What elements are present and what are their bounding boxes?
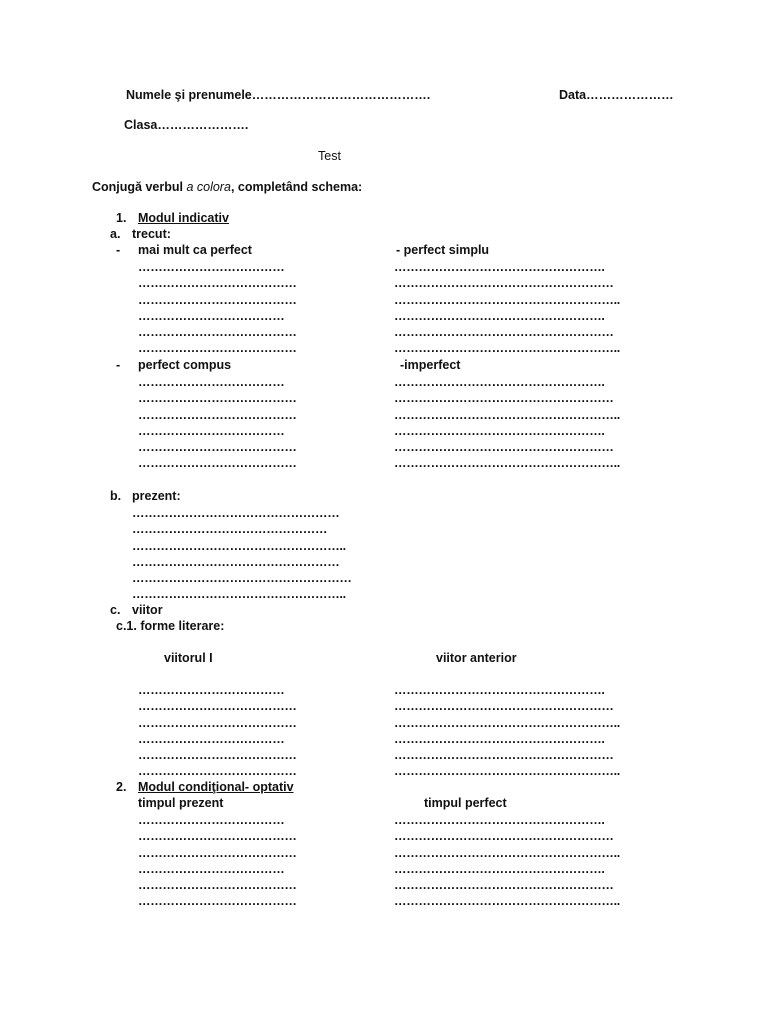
mai-mult-ca-perfect-dash: - <box>116 243 121 257</box>
perfect-compus-dash: - <box>116 358 121 372</box>
instruction-verb: a colora <box>186 180 231 194</box>
section-1-number: 1. <box>116 211 127 225</box>
section-1-title: Modul indicativ <box>138 211 229 225</box>
blank-line[interactable]: ……………………………………………… <box>394 440 614 455</box>
instruction-prefix: Conjugă verbul <box>92 180 187 194</box>
blank-line[interactable]: ………………………………… <box>138 292 297 307</box>
blank-line[interactable]: …………………………………………… <box>132 554 340 569</box>
blank-line[interactable]: ……………………………………………. <box>394 731 605 746</box>
blank-line[interactable]: ……………………………………………… <box>394 276 614 291</box>
blank-line[interactable]: ……………………………………………… <box>132 571 352 586</box>
blank-line[interactable]: ……………………………………………… <box>394 829 614 844</box>
blank-line[interactable]: …………………………………………….. <box>132 538 346 553</box>
blank-line[interactable]: ……………………………………………. <box>394 260 605 274</box>
timpul-perfect-blanks <box>394 812 620 910</box>
blank-line[interactable]: ……………………………………………….. <box>394 456 620 471</box>
blank-line[interactable]: ………………………………… <box>138 829 297 844</box>
blank-line[interactable]: ………………………………………… <box>132 522 328 537</box>
blank-line[interactable]: ……………………………………………… <box>394 325 614 340</box>
mai-mult-ca-perfect-label: mai mult ca perfect <box>138 243 252 257</box>
subsection-b-letter: b. <box>110 489 122 503</box>
blank-line[interactable]: ……………………………………………. <box>394 813 605 827</box>
blank-line[interactable]: ……………………………………………….. <box>394 894 620 909</box>
blank-line[interactable]: ……………………………… <box>138 861 285 876</box>
instruction <box>92 179 362 195</box>
blank-line[interactable]: ……………………………………………….. <box>394 407 620 422</box>
blank-line[interactable]: ………………………………… <box>138 391 297 406</box>
blank-line[interactable]: ……………………………………………. <box>394 423 605 438</box>
subsection-c-letter: c. <box>110 603 121 617</box>
blank-line[interactable]: ……………………………………………….. <box>394 764 620 779</box>
subsection-c1-label: c.1. forme literare: <box>116 619 225 633</box>
section-2-title: Modul condiţional- optativ <box>138 780 294 794</box>
blank-line[interactable]: ……………………………… <box>138 683 285 697</box>
blank-line[interactable]: ………………………………… <box>138 276 297 291</box>
blank-line[interactable]: ………………………………… <box>138 456 297 471</box>
blank-line[interactable]: ……………………………………………… <box>394 699 614 714</box>
blank-line[interactable]: ………………………………… <box>138 764 297 779</box>
blank-line[interactable]: ……………………………………………….. <box>394 715 620 730</box>
class-field-label: Clasa…………………. <box>124 118 249 132</box>
blank-line[interactable]: ………………………………… <box>138 715 297 730</box>
blank-line[interactable]: ……………………………… <box>138 813 285 827</box>
date-field-label: Data………………… <box>559 88 674 102</box>
blank-line[interactable]: ……………………………………………. <box>394 683 605 697</box>
blank-line[interactable]: ……………………………………………… <box>394 878 614 893</box>
page-title: Test <box>318 149 341 163</box>
blank-line[interactable]: ………………………………… <box>138 894 297 909</box>
blank-line[interactable]: ……………………………………………. <box>394 308 605 323</box>
subsection-a-letter: a. <box>110 227 121 241</box>
viitorul-i-blanks <box>138 682 297 780</box>
timpul-prezent-label: timpul prezent <box>138 796 224 810</box>
blank-line[interactable]: ………………………………… <box>138 440 297 455</box>
blank-line[interactable]: ……………………………… <box>138 731 285 746</box>
imperfect-blanks <box>394 374 620 472</box>
section-2-number: 2. <box>116 780 127 794</box>
blank-line[interactable]: ……………………………………………….. <box>394 292 620 307</box>
blank-line[interactable]: ………………………………… <box>138 407 297 422</box>
name-field-label: Numele şi prenumele……………………………………. <box>126 88 431 102</box>
blank-line[interactable]: ………………………………… <box>138 699 297 714</box>
blank-line[interactable]: ………………………………… <box>138 325 297 340</box>
blank-line[interactable]: ……………………………………………… <box>394 391 614 406</box>
subsection-a-label: trecut: <box>132 227 171 241</box>
blank-line[interactable]: ………………………………… <box>138 748 297 763</box>
blank-line[interactable]: ……………………………………………….. <box>394 341 620 356</box>
timpul-perfect-label: timpul perfect <box>424 796 507 810</box>
blank-line[interactable]: ………………………………… <box>138 341 297 356</box>
blank-line[interactable]: ……………………………… <box>138 375 285 389</box>
viitor-anterior-label: viitor anterior <box>436 651 517 665</box>
blank-line[interactable]: ………………………………… <box>138 878 297 893</box>
viitorul-i-label: viitorul I <box>164 651 213 665</box>
blank-line[interactable]: ……………………………… <box>138 260 285 274</box>
prezent-blanks <box>132 505 352 603</box>
subsection-c-label: viitor <box>132 603 163 617</box>
instruction-suffix: , completând schema: <box>230 180 363 194</box>
blank-line[interactable]: ……………………………………………. <box>394 375 605 389</box>
imperfect-label: -imperfect <box>400 358 461 372</box>
blank-line[interactable]: …………………………………………….. <box>132 587 346 602</box>
timpul-prezent-blanks <box>138 812 297 910</box>
mai-mult-ca-perfect-blanks <box>138 259 297 357</box>
blank-line[interactable]: ……………………………………………….. <box>394 845 620 860</box>
viitor-anterior-blanks <box>394 682 620 780</box>
perfect-compus-label: perfect compus <box>138 358 232 372</box>
perfect-compus-blanks <box>138 374 297 472</box>
perfect-simplu-label: - perfect simplu <box>396 243 490 257</box>
subsection-b-label: prezent: <box>132 489 181 503</box>
blank-line[interactable]: …………………………………………… <box>132 506 340 520</box>
blank-line[interactable]: ………………………………… <box>138 845 297 860</box>
blank-line[interactable]: ……………………………… <box>138 423 285 438</box>
blank-line[interactable]: ……………………………… <box>138 308 285 323</box>
blank-line[interactable]: ……………………………………………… <box>394 748 614 763</box>
blank-line[interactable]: ……………………………………………. <box>394 861 605 876</box>
perfect-simplu-blanks <box>394 259 620 357</box>
